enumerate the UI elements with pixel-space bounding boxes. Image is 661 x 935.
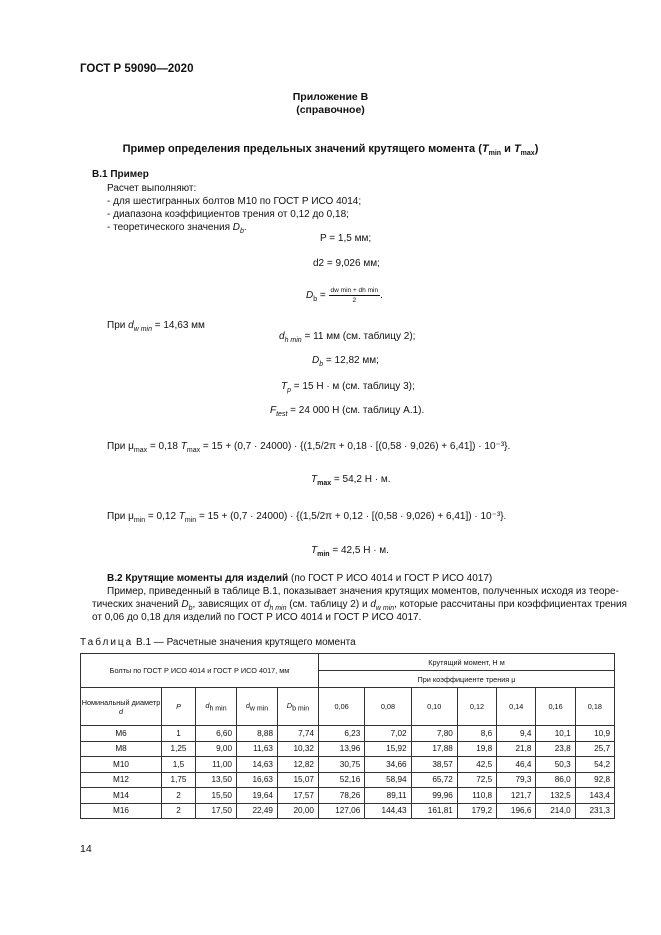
formula-dh: $d_{h min} = 11$ мм (см. таблицу 2); (279, 331, 416, 344)
formula-db-fraction (329, 286, 381, 305)
table-cell: 11,00 (196, 757, 237, 773)
table-cell: 8,88 (237, 726, 278, 742)
table-row (81, 726, 615, 742)
page-number: 14 (80, 843, 92, 855)
table-cell: 12,82 (278, 757, 319, 773)
table-cell: 15,07 (278, 772, 319, 788)
table-cell: М6 (81, 726, 162, 742)
mu-max-value: = 0,18 (147, 441, 178, 452)
formula-db-sub: b (313, 296, 318, 304)
table-cell: 19,64 (237, 788, 278, 804)
table-cell: 121,7 (497, 788, 536, 804)
table-cell: 10,32 (278, 741, 319, 757)
formula-tmin-expression: = 15 + (0,7 · 24000) · {(1,5/2π + 0,12 · [(0,58 · 9,026) + 6,41]) · 10⁻³}. (198, 511, 507, 522)
b2-para-1: Пример, приведенный в таблице В.1, показывает значения крутящих моментов, полученных исходя из теоре- (107, 586, 619, 597)
table-cell: 92,8 (575, 772, 614, 788)
table-cell: М10 (81, 757, 162, 773)
table-cell: 2 (162, 788, 196, 804)
table-cell: М8 (81, 741, 162, 757)
header-mu: 0,08 (365, 688, 411, 726)
table-body (81, 726, 615, 819)
table-cell: 58,94 (365, 772, 411, 788)
header-dh (196, 688, 237, 726)
b1-item-3-var: D (232, 222, 241, 233)
b1-item-3 (107, 221, 247, 238)
header-torque: Крутящий момент, Н м (319, 654, 615, 671)
table-cell: 86,0 (536, 772, 575, 788)
table-cell: 6,60 (196, 726, 237, 742)
table-cell: 50,3 (536, 757, 575, 773)
table-cell: 79,3 (497, 772, 536, 788)
header-dh-sub: h min (209, 705, 227, 713)
annex-status: (справочное) (296, 104, 365, 116)
b1-item-3-end: . (243, 222, 247, 233)
tmin-result-value: = 42,5 Н · м. (329, 545, 389, 556)
header-mu: 0,18 (575, 688, 614, 726)
table-row (81, 803, 615, 819)
table-cell: 10,1 (536, 726, 575, 742)
header-dw-var: d (245, 700, 250, 710)
formula-db-value: $D_b = 12,82$ мм; (312, 355, 379, 368)
b2-heading-bold: В.2 Крутящие моменты для изделий (107, 573, 289, 584)
header-mu: 0,10 (411, 688, 457, 726)
mu-min-label: При μ (107, 511, 134, 522)
table-row (81, 788, 615, 804)
header-dh-var: d (205, 700, 210, 710)
table-cell: 143,4 (575, 788, 614, 804)
table-cell: 1,5 (162, 757, 196, 773)
table-cell: 8,6 (457, 726, 496, 742)
table-cell: М14 (81, 788, 162, 804)
formula-db-numerator: dw min + dh min (330, 287, 379, 294)
title-close: ) (534, 143, 539, 155)
mu-min-value: = 0,12 (145, 511, 177, 522)
table-cell: 38,57 (411, 757, 457, 773)
table-cell: 52,16 (319, 772, 365, 788)
header-mu: 0,16 (536, 688, 575, 726)
formula-tp: $T_p = 15$ Н · м (см. таблицу 3); (281, 381, 415, 394)
formula-tmax-expression: = 15 + (0,7 · 24000) · {(1,5/2π + 0,18 · [(0,58 · 9,026) + 6,41]) · 10⁻³}. (202, 441, 511, 452)
table-cell: 46,4 (497, 757, 536, 773)
table-cell: 6,23 (319, 726, 365, 742)
title-tmax-sub: max (520, 150, 535, 158)
table-cell: 13,50 (196, 772, 237, 788)
table-cell: 13,96 (319, 741, 365, 757)
table-cell: 99,96 (411, 788, 457, 804)
table-cell: 10,9 (575, 726, 614, 742)
header-d: d (118, 706, 124, 716)
dw-line (107, 319, 205, 336)
b2-para-2d: , которые рассчитаны при коэффициентах трения (394, 599, 627, 610)
table-cell: 22,49 (237, 803, 278, 819)
table-row (81, 741, 615, 757)
section-title (0, 143, 661, 157)
table-cell: 17,50 (196, 803, 237, 819)
header-mu: 0,06 (319, 688, 365, 726)
table-cell: 21,8 (497, 741, 536, 757)
table-cell: 231,3 (575, 803, 614, 819)
mu-max-label: При μ (107, 441, 134, 452)
table-cell: 7,80 (411, 726, 457, 742)
table-caption-rest: В.1 — Расчетные значения крутящего момента (133, 637, 356, 648)
table-cell: 196,6 (497, 803, 536, 819)
table-cell: 9,00 (196, 741, 237, 757)
table-cell: 144,43 (365, 803, 411, 819)
formula-d2: d2 = 9,026 мм; (313, 258, 380, 269)
annex-title: Приложение В (292, 91, 369, 103)
table-cell: 19,8 (457, 741, 496, 757)
formula-tp-value: = 15 Н · м (см. таблицу 3); (291, 381, 415, 392)
tmax-result: $T_{max} = 54,2$ Н · м. (311, 474, 391, 487)
header-mu: 0,12 (457, 688, 496, 726)
b1-item-3-text: - теоретического значения (107, 222, 233, 233)
header-friction: При коэффициенте трения μ (319, 671, 615, 688)
header-db-var: D (286, 700, 293, 710)
header-p: P (162, 688, 196, 726)
table-cell: М12 (81, 772, 162, 788)
formula-db-denominator: 2 (352, 297, 357, 304)
table-cell: 20,00 (278, 803, 319, 819)
table-cell: 2 (162, 803, 196, 819)
title-tmin: T (481, 143, 489, 155)
table-cell: 161,81 (411, 803, 457, 819)
b1-item-3-sub: b (240, 228, 244, 235)
header-nominal-text: Номинальный диаметр (81, 697, 161, 707)
formula-ftest: $F_{test} = 24$ 000 Н (см. таблицу А.1). (270, 405, 425, 418)
formula-tmax: При $\mu_{max} = 0,18$ $T_{max} = 15 + (0,7 \cdot 24000) \cdot \{(1,5/2\pi + 0,18 \cdot [(0,58 \cdot 9,026) + 6,41]) \cdot 10^{-3}\}$. (107, 441, 511, 454)
table-cell: 25,7 (575, 741, 614, 757)
annex-heading (0, 91, 661, 117)
table-cell: 7,02 (365, 726, 411, 742)
table-cell: 14,63 (237, 757, 278, 773)
header-mu: 0,14 (497, 688, 536, 726)
formula-db-lhs: D (306, 290, 314, 302)
b1-item-2: - диапазона коэффициентов трения от 0,12 до 0,18; (107, 209, 349, 220)
table-cell: 42,5 (457, 757, 496, 773)
header-db (278, 688, 319, 726)
table-cell: 23,8 (536, 741, 575, 757)
formula-ftest-value: = 24 000 Н (см. таблицу А.1). (287, 405, 425, 416)
b2-heading-rest: (по ГОСТ Р ИСО 4014 и ГОСТ Р ИСО 4017) (288, 573, 493, 584)
table-cell: 34,66 (365, 757, 411, 773)
table-cell: 54,2 (575, 757, 614, 773)
dw-label: При (107, 320, 129, 331)
b2-para-2b: , зависящих от (192, 599, 264, 610)
table-cell: 89,11 (365, 788, 411, 804)
table-cell: 1,25 (162, 741, 196, 757)
table-cell: 72,5 (457, 772, 496, 788)
document-code: ГОСТ Р 59090—2020 (80, 63, 194, 75)
dw-var: d (128, 320, 134, 331)
header-dw-sub: w min (249, 705, 269, 713)
b2-heading (107, 572, 492, 585)
b2-para-2: тических значений $D_b$, зависящих от $d_{h min}$ (см. таблицу 2) и $d_{w min}$, которые рассчитаны при коэффициентах трения (92, 599, 627, 612)
header-nominal (81, 688, 162, 726)
table-cell: 16,63 (237, 772, 278, 788)
header-db-sub: b min (292, 705, 310, 713)
table-cell: 65,72 (411, 772, 457, 788)
b1-item-1: - для шестигранных болтов М10 по ГОСТ Р ИСО 4014; (107, 196, 362, 207)
table-cell: 179,2 (457, 803, 496, 819)
formula-dh-value: = 11 мм (см. таблицу 2); (301, 331, 416, 342)
table-cell: 9,4 (497, 726, 536, 742)
table-caption (80, 636, 356, 649)
tmin-result: $T_{min} = 42,5$ Н · м. (311, 545, 389, 558)
tmax-result-value: = 54,2 Н · м. (331, 474, 391, 485)
table-cell: 127,06 (319, 803, 365, 819)
table-row (81, 757, 615, 773)
formula-tmin: При $\mu_{min} = 0,12$ $T_{min} = 15 + (0,7 \cdot 24000) \cdot \{(1,5/2\pi + 0,12 \cdot [(0,58 \cdot 9,026) + 6,41]) \cdot 10^{-3}\}$. (107, 511, 507, 524)
table-cell: 132,5 (536, 788, 575, 804)
table-cell: 1 (162, 726, 196, 742)
dw-value: = 14,63 мм (151, 320, 205, 331)
table-cell: 11,63 (237, 741, 278, 757)
header-dw (237, 688, 278, 726)
b2-para-3: от 0,06 до 0,18 для изделий по ГОСТ Р ИСО 4014 и ГОСТ Р ИСО 4017. (92, 612, 422, 623)
table-cell: 78,26 (319, 788, 365, 804)
b2-para-2a: тических значений (92, 599, 182, 610)
b2-para-2c: (см. таблицу 2) и (286, 599, 371, 610)
table-cell: 7,74 (278, 726, 319, 742)
header-bolts: Болты по ГОСТ Р ИСО 4014 и ГОСТ Р ИСО 4017, мм (81, 654, 319, 688)
table-cell: 110,8 (457, 788, 496, 804)
dw-sub: w min (133, 326, 152, 333)
formula-db-value-text: = 12,82 мм; (323, 355, 379, 366)
table-cell: М16 (81, 803, 162, 819)
table-cell: 17,88 (411, 741, 457, 757)
table-cell: 15,92 (365, 741, 411, 757)
table-cell: 17,57 (278, 788, 319, 804)
table-caption-lead: Таблица (80, 637, 134, 648)
table-cell: 15,50 (196, 788, 237, 804)
torque-table (80, 653, 615, 819)
title-tmin-sub: min (488, 150, 502, 158)
table-cell: 214,0 (536, 803, 575, 819)
formula-db: $D_b$ = $\frac{\text{dw min + dh min}}{2}$ . (306, 287, 383, 304)
title-tmax: T (513, 143, 521, 155)
table-cell: 30,75 (319, 757, 365, 773)
b1-intro: Расчет выполняют: (107, 183, 197, 194)
table-cell: 1,75 (162, 772, 196, 788)
title-text: Пример определения предельных значений крутящего момента ( (122, 143, 482, 155)
table-row (81, 772, 615, 788)
formula-p: P = 1,5 мм; (320, 233, 372, 244)
b1-heading: В.1 Пример (92, 169, 149, 180)
title-and: и (501, 143, 514, 155)
